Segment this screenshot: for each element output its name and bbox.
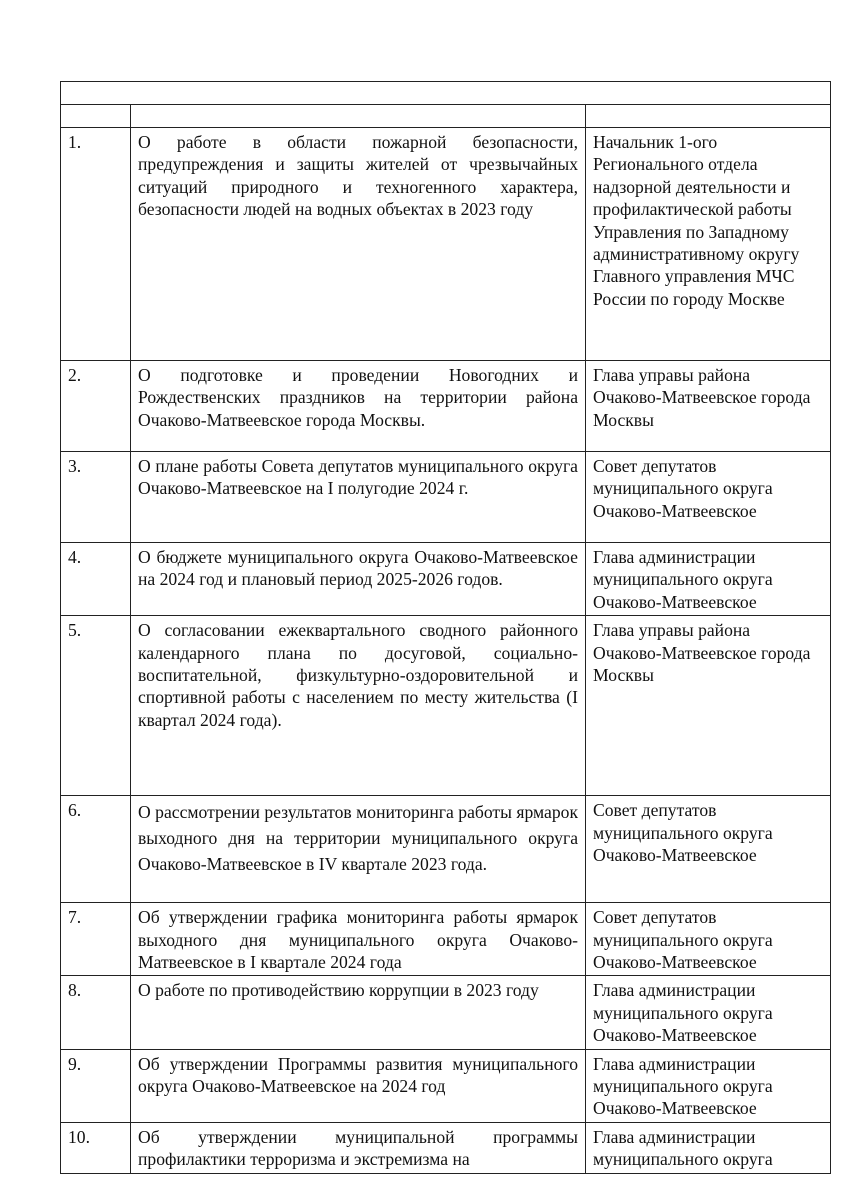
row-responsible: Совет депутатов муниципального округа Очаково-Матвеевское [586,796,831,903]
row-topic: Об утверждении Программы развития муниципального округа Очаково-Матвеевское на 2024 год [131,1049,586,1122]
header-cell-blank [61,82,831,105]
table-row [61,1049,831,1122]
table-row [61,128,831,361]
table-row [61,1122,831,1173]
row-responsible: Совет депутатов муниципального округа Очаково-Матвеевское [586,452,831,543]
table-row [61,543,831,616]
table-row [61,796,831,903]
row-number: 1. [61,128,131,361]
row-topic: Об утверждении графика мониторинга работы ярмарок выходного дня муниципального округа Очаково-Матвеевское в I квартале 2024 года [131,903,586,976]
row-number: 6. [61,796,131,903]
column-header-number [61,105,131,128]
row-topic: О согласовании ежеквартального сводного районного календарного плана по досуговой, социально-воспитательной, физкультурно-оздоровительной и спортивной работы с населением по месту жительства (I квартал 2024 года). [131,616,586,796]
row-topic: О рассмотрении результатов мониторинга работы ярмарок выходного дня на территории муниципального округа Очаково-Матвеевское в IV квартале 2023 года. [131,796,586,903]
row-number: 9. [61,1049,131,1122]
row-topic: О бюджете муниципального округа Очаково-Матвеевское на 2024 год и плановый период 2025-2026 годов. [131,543,586,616]
row-topic: О работе по противодействию коррупции в 2023 году [131,976,586,1049]
row-responsible: Совет депутатов муниципального округа Очаково-Матвеевское [586,903,831,976]
row-number: 10. [61,1122,131,1173]
row-responsible: Глава администрации муниципального округа [586,1122,831,1173]
row-topic: О работе в области пожарной безопасности, предупреждения и защиты жителей от чрезвычайных ситуаций природного и техногенного характера, безопасности людей на водных объектах в 2023 году [131,128,586,361]
agenda-table [60,81,831,1174]
row-number: 7. [61,903,131,976]
row-topic: Об утверждении муниципальной программы профилактики терроризма и экстремизма на [131,1122,586,1173]
row-responsible: Глава управы района Очаково-Матвеевское города Москвы [586,616,831,796]
row-number: 3. [61,452,131,543]
row-responsible: Глава администрации муниципального округа Очаково-Матвеевское [586,1049,831,1122]
row-responsible: Глава администрации муниципального округа Очаково-Матвеевское [586,543,831,616]
table-row [61,976,831,1049]
table-row [61,361,831,452]
column-header-row [61,105,831,128]
row-responsible: Глава администрации муниципального округа Очаково-Матвеевское [586,976,831,1049]
table-row [61,903,831,976]
row-number: 8. [61,976,131,1049]
header-row-blank [61,82,831,105]
column-header-topic [131,105,586,128]
table-row [61,616,831,796]
table-row [61,452,831,543]
column-header-responsible [586,105,831,128]
row-responsible: Глава управы района Очаково-Матвеевское города Москвы [586,361,831,452]
row-number: 5. [61,616,131,796]
row-responsible: Начальник 1-ого Регионального отдела надзорной деятельности и профилактической работы Управления по Западному административному округу Главного управления МЧС России по городу Москве [586,128,831,361]
row-topic: О плане работы Совета депутатов муниципального округа Очаково-Матвеевское на I полугодие 2024 г. [131,452,586,543]
row-number: 4. [61,543,131,616]
row-topic: О подготовке и проведении Новогодних и Рождественских праздников на территории района Очаково-Матвеевское города Москвы. [131,361,586,452]
row-number: 2. [61,361,131,452]
